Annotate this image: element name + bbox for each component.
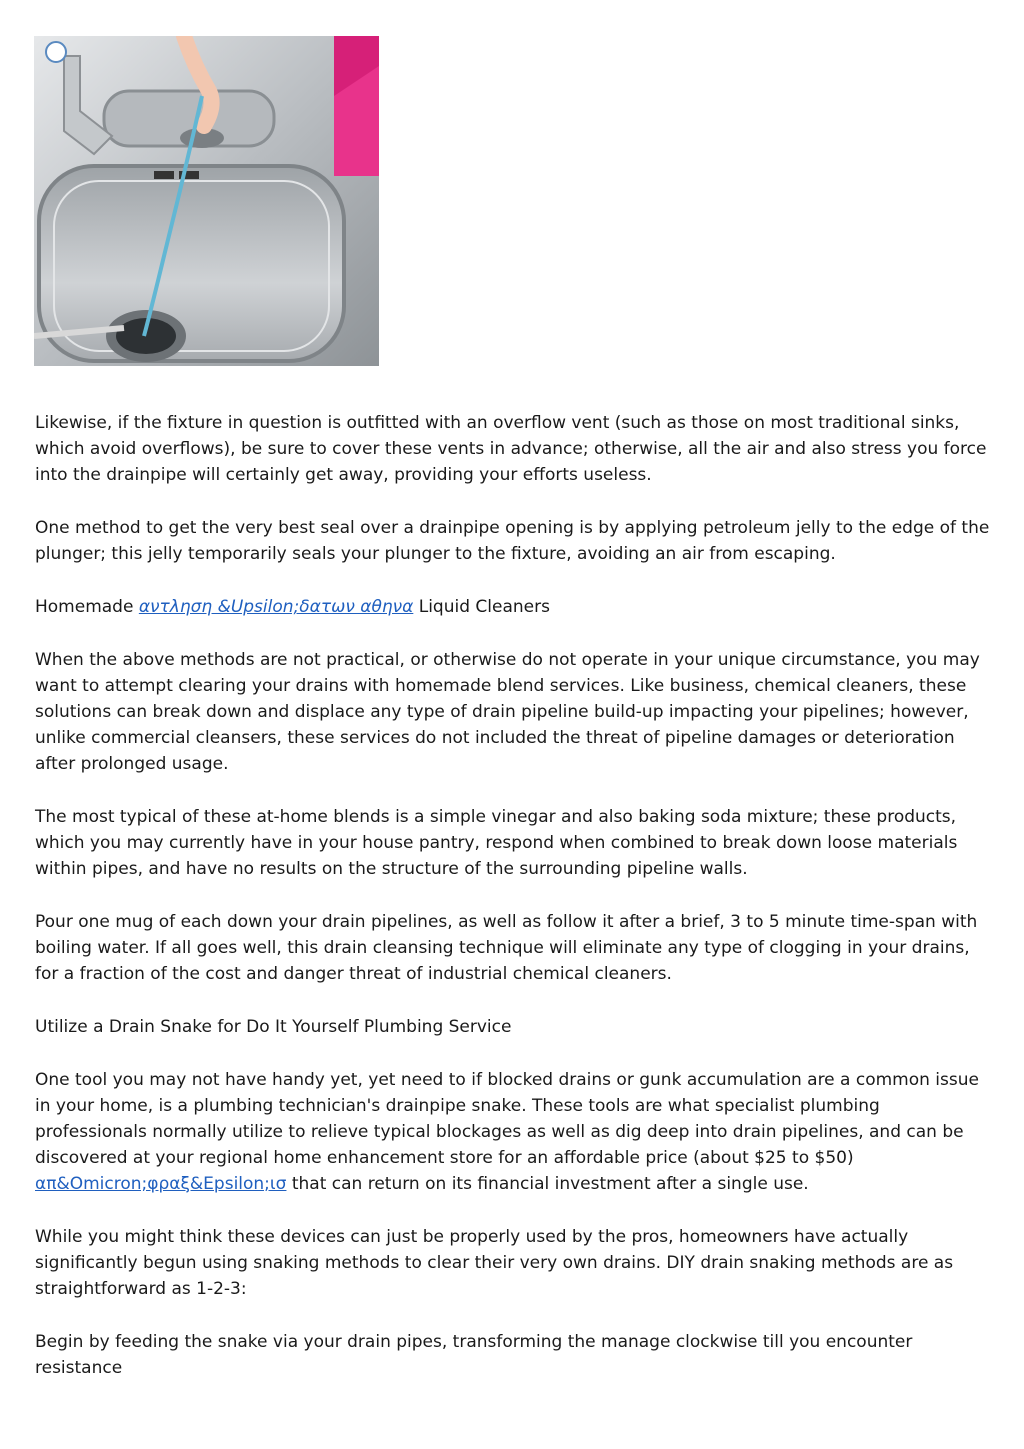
paragraph-vinegar-baking-soda: The most typical of these at-home blends is a simple vinegar and also baking soda mixture; these products, which you may currently have in your house pantry, respond when combined to break down loose materials within pipes, and have no results on the structure of the surrounding pipeline walls. (35, 807, 958, 879)
paragraph-snake-tool (35, 1067, 995, 1197)
snake-text-before: One tool you may not have handy yet, yet need to if blocked drains or gunk accumulation are a common issue in your home, is a plumbing technician's drainpipe snake. These tools are what specialist plumbing professionals normally utilize to relieve typical blockages as well as dig deep into drain pipelines, and can be discovered at your regional home enhancement store for an affordable price (about $25 to $50) (35, 1070, 979, 1168)
paragraph-petroleum-jelly: One method to get the very best seal over a drainpipe opening is by applying petroleum jelly to the edge of the plunger; this jelly temporarily seals your plunger to the fixture, avoiding an air from escaping. (35, 518, 990, 564)
paragraph-begin-feeding: Begin by feeding the snake via your drain pipes, transforming the manage clockwise till you encounter resistance (35, 1332, 913, 1378)
paragraph-diy-snaking: While you might think these devices can just be properly used by the pros, homeowners have actually significantly begun using snaking methods to clear their very own drains. DIY drain snaking methods are as straightforward as 1-2-3: (35, 1227, 954, 1299)
sink-photo (34, 36, 379, 366)
heading-homemade-cleaners (35, 594, 995, 620)
paragraph-overflow-vent: Likewise, if the fixture in question is outfitted with an overflow vent (such as those on most traditional sinks, which avoid overflows), be sure to cover these vents in advance; otherwise, all the air and also stress you force into the drainpipe will certainly get away, providing your efforts useless. (35, 413, 987, 485)
sink-drain-snake-photo-icon (34, 36, 379, 366)
inline-link-pumping[interactable]: αντληση &Upsilon;δατων αθηνα (138, 597, 414, 617)
heading-drain-snake: Utilize a Drain Snake for Do It Yourself Plumbing Service (35, 1017, 512, 1037)
article-body (35, 410, 995, 1408)
heading-text-before: Homemade (35, 597, 139, 617)
snake-text-after: that can return on its financial investment after a single use. (286, 1174, 809, 1194)
heading-text-after: Liquid Cleaners (413, 597, 550, 617)
paragraph-pour-mug: Pour one mug of each down your drain pipelines, as well as follow it after a brief, 3 to 5 minute time-span with boiling water. If all goes well, this drain cleansing technique will eliminate any type of clogging in your drains, for a fraction of the cost and danger threat of industrial chemical cleaners. (35, 912, 978, 984)
inline-link-unclogging[interactable]: απ&Omicron;φραξ&Epsilon;ισ (35, 1174, 287, 1194)
paragraph-homemade-blends: When the above methods are not practical, or otherwise do not operate in your unique circumstance, you may want to attempt clearing your drains with homemade blend services. Like business, chemical cleaners, these solutions can break down and displace any type of drain pipeline build-up impacting your pipelines; however, unlike commercial cleansers, these services do not included the threat of pipeline damages or deterioration after prolonged usage. (35, 650, 980, 774)
